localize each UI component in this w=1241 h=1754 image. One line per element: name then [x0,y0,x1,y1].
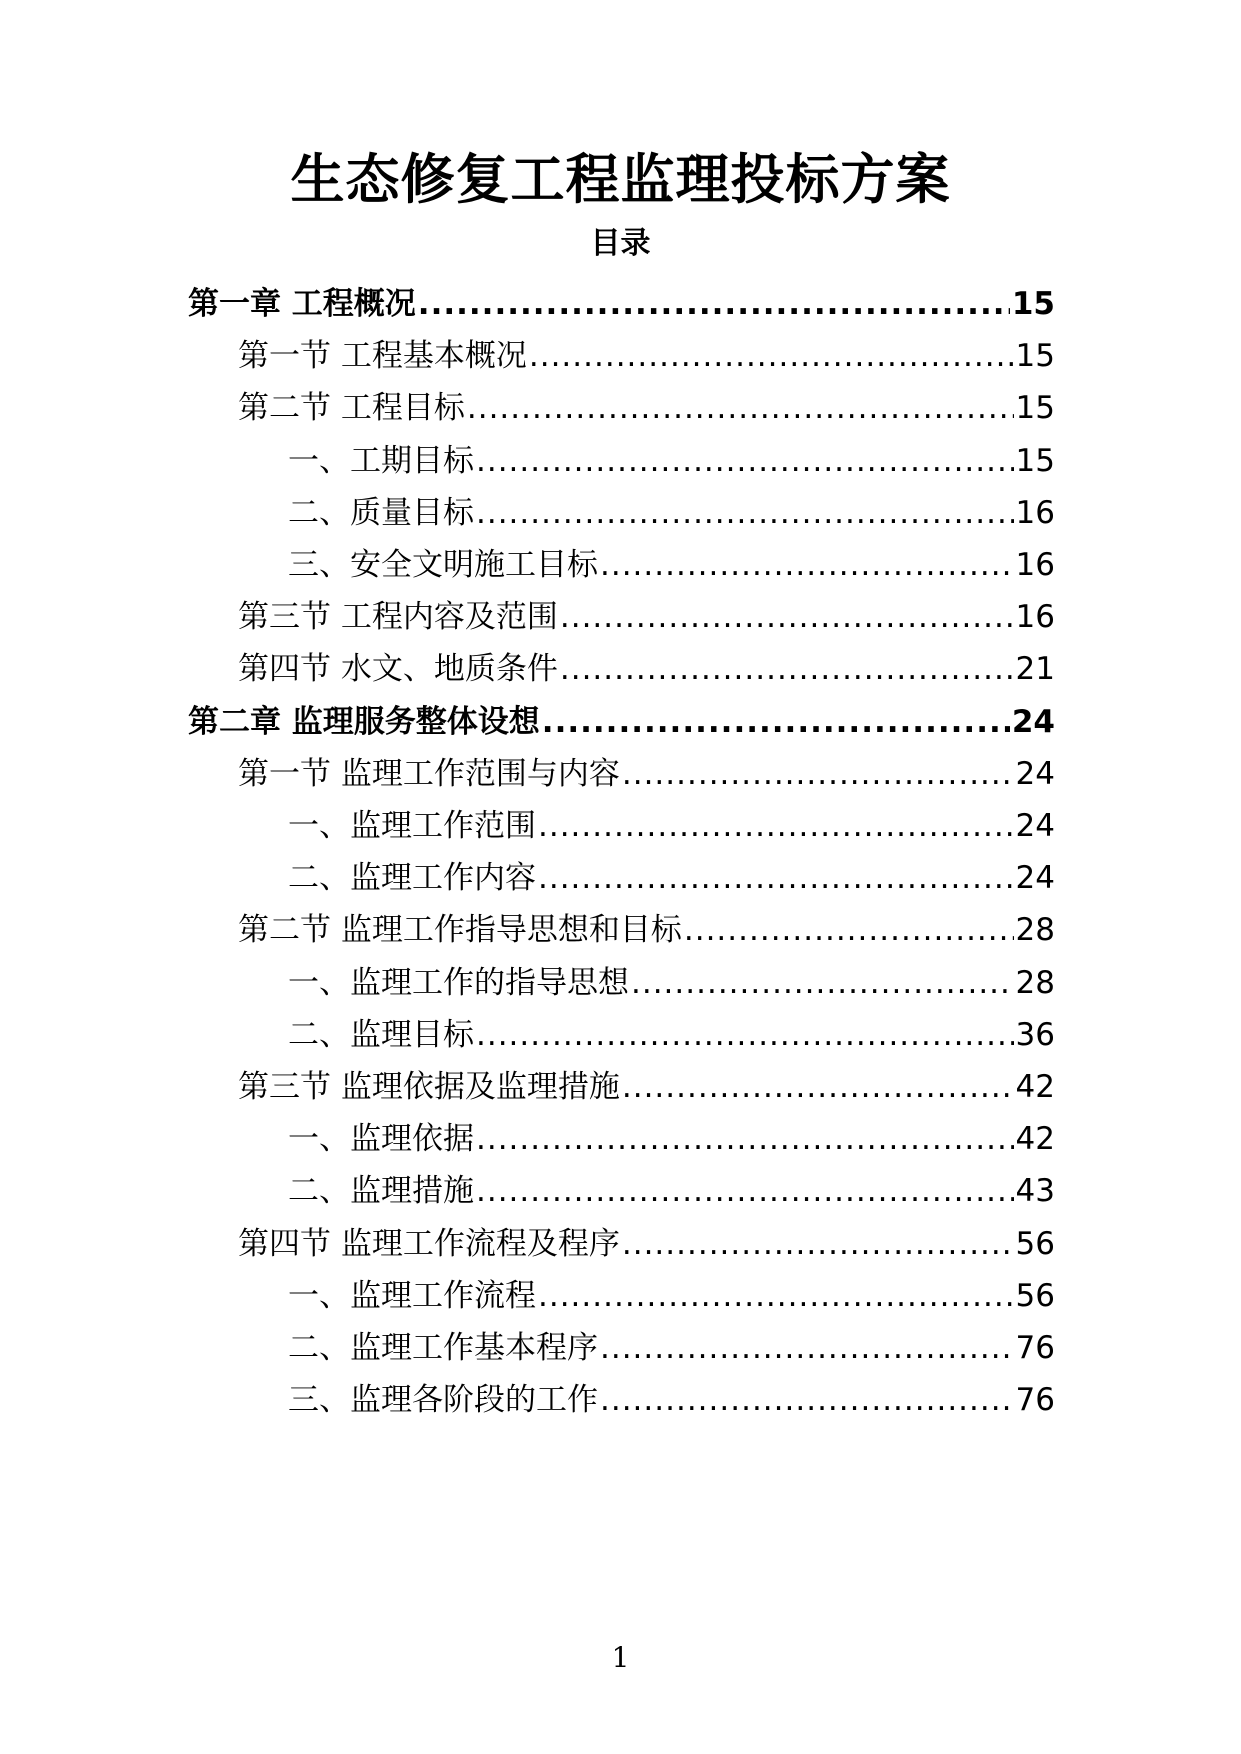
toc-leader-dots [622,752,1014,796]
toc-leader-dots [622,1065,1014,1109]
toc-leader-dots [467,386,1014,430]
toc-entry[interactable] [288,856,1055,900]
toc-entry[interactable] [288,1013,1055,1057]
toc-entry-page: 42 [1015,1069,1055,1105]
toc-leader-dots [476,491,1014,535]
toc-leader-dots [476,439,1014,483]
toc-leader-dots [476,1013,1014,1057]
toc-entry[interactable] [288,1326,1055,1370]
toc-entry-page: 56 [1015,1277,1055,1314]
toc-entry[interactable] [288,491,1055,535]
toc-entry[interactable] [288,439,1055,483]
toc-entry[interactable] [288,1274,1055,1318]
toc-entry-title: 第一章 工程概况 [188,286,416,322]
toc-entry-title: 第二节 工程目标 [238,390,465,427]
toc-entry[interactable] [238,1222,1055,1266]
toc-entry-page: 21 [1015,651,1055,688]
toc-leader-dots [476,1169,1014,1213]
toc-entry-title: 第四节 监理工作流程及程序 [238,1225,620,1262]
toc-entry-title: 第四节 水文、地质条件 [238,651,558,688]
toc-entry-title: 第三节 工程内容及范围 [238,599,558,636]
toc-entry[interactable] [188,282,1055,326]
toc-leader-dots [684,908,1014,952]
toc-entry[interactable] [288,961,1055,1005]
toc-entry-title: 一、监理工作的指导思想 [288,964,629,1001]
toc-entry-page: 76 [1015,1330,1055,1366]
toc-entry-title: 一、工期目标 [288,442,474,479]
toc-leader-dots [476,1117,1014,1161]
toc-entry-title: 二、监理工作内容 [288,860,536,897]
toc-leader-dots [600,1378,1014,1422]
toc-entry-page: 15 [1015,442,1055,479]
toc-leader-dots [600,543,1014,587]
toc-leader-dots [631,961,1014,1005]
toc-entry-page: 24 [1015,860,1055,897]
toc-entry[interactable] [288,804,1055,848]
toc-entry-page: 24 [1011,703,1055,740]
toc-entry[interactable] [238,334,1055,378]
toc-entry-page: 42 [1015,1121,1055,1158]
toc-leader-dots [560,647,1014,691]
toc-entry-page: 15 [1015,390,1055,427]
toc-entry-title: 二、监理工作基本程序 [288,1330,598,1366]
toc-leader-dots [560,595,1014,639]
toc-entry-page: 24 [1015,755,1055,792]
toc-entry[interactable] [288,1117,1055,1161]
toc-entry-page: 56 [1015,1225,1055,1262]
toc-entry-title: 第三节 监理依据及监理措施 [238,1069,620,1105]
toc-entry-page: 24 [1015,808,1055,844]
toc-entry-page: 16 [1015,494,1055,531]
toc-entry-title: 二、监理措施 [288,1173,474,1210]
toc-entry-page: 16 [1015,599,1055,636]
toc-entry-title: 第二节 监理工作指导思想和目标 [238,912,682,949]
toc-entry-title: 一、监理工作范围 [288,808,536,844]
toc-entry-page: 43 [1015,1173,1055,1210]
toc-entry-page: 28 [1015,964,1055,1001]
toc-entry-title: 第一节 监理工作范围与内容 [238,755,620,792]
toc-entry[interactable] [288,543,1055,587]
toc-entry-title: 第一节 工程基本概况 [238,338,527,375]
page-number: 1 [611,1641,630,1674]
toc-heading: 目录 [590,226,651,261]
toc-leader-dots [538,1274,1014,1318]
toc-entry-title: 二、质量目标 [288,494,474,531]
toc-entry[interactable] [188,700,1055,744]
toc-entry[interactable] [288,1169,1055,1213]
toc-entry-title: 一、监理工作流程 [288,1277,536,1314]
toc-leader-dots [600,1326,1014,1370]
toc-leader-dots [622,1222,1014,1266]
toc-entry[interactable] [238,647,1055,691]
toc-entry-page: 28 [1015,912,1055,949]
toc-leader-dots [538,856,1014,900]
toc-entry[interactable] [238,752,1055,796]
toc-entry-title: 一、监理依据 [288,1121,474,1158]
toc-leader-dots [529,334,1014,378]
toc-entry-page: 76 [1015,1382,1055,1419]
toc-entry[interactable] [238,908,1055,952]
toc-entry-page: 15 [1011,286,1055,322]
toc-leader-dots [538,804,1014,848]
toc-entry[interactable] [238,1065,1055,1109]
toc-entry[interactable] [288,1378,1055,1422]
toc-entry[interactable] [238,595,1055,639]
toc-entry-title: 三、安全文明施工目标 [288,547,598,583]
toc-entry-page: 36 [1015,1016,1055,1053]
toc-entry-title: 第二章 监理服务整体设想 [188,703,540,740]
toc-leader-dots [418,282,1010,326]
toc-entry-page: 15 [1015,338,1055,375]
toc-entry-page: 16 [1015,547,1055,583]
toc-entry-title: 二、监理目标 [288,1016,474,1053]
toc-entry-title: 三、监理各阶段的工作 [288,1382,598,1419]
toc-entry[interactable] [238,386,1055,430]
toc-leader-dots [542,700,1010,744]
document-title: 生态修复工程监理投标方案 [290,148,951,211]
